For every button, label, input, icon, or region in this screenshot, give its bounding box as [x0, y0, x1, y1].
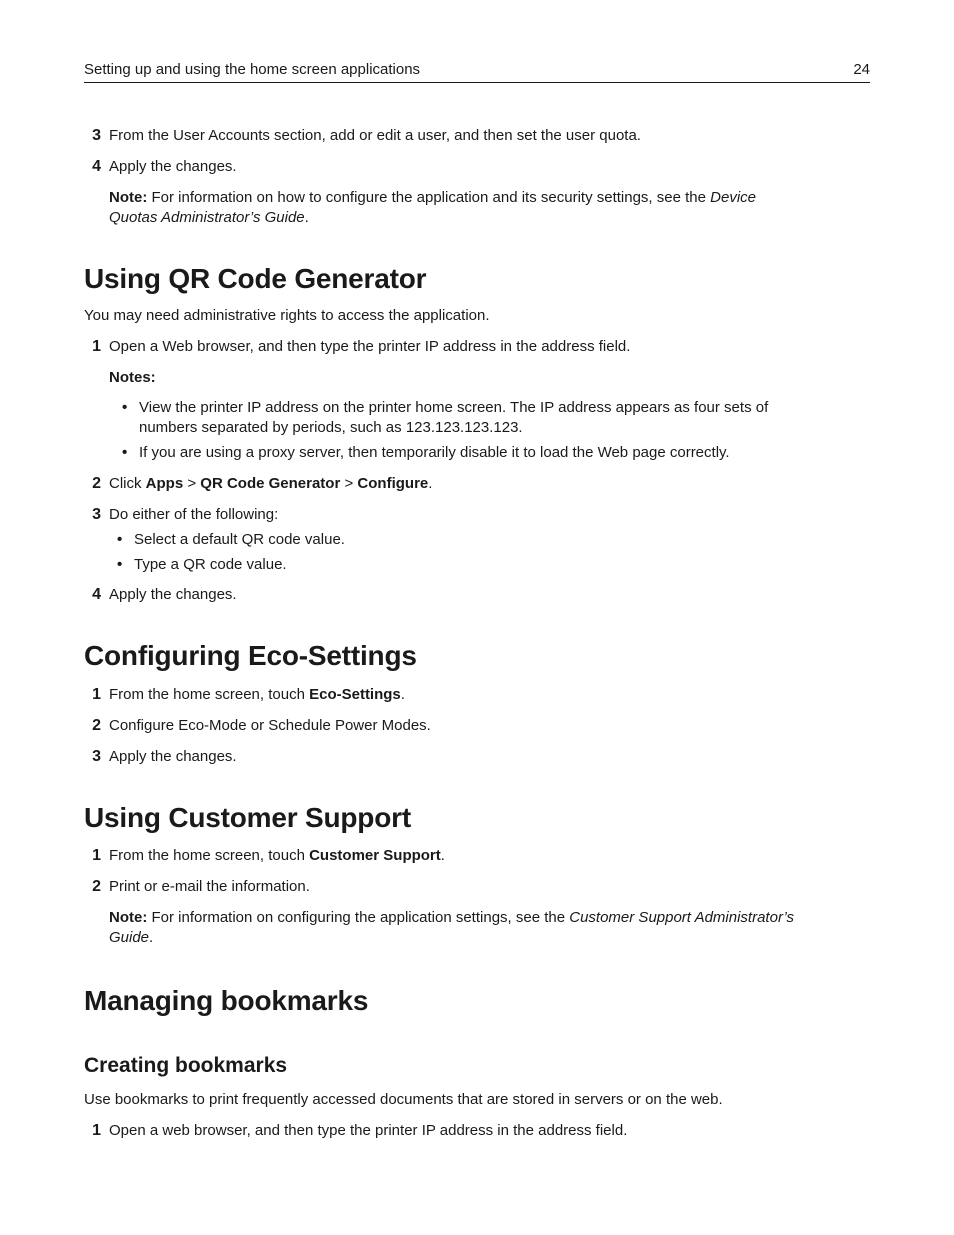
step-number: 2: [92, 475, 101, 492]
section-heading: Configuring Eco-Settings: [84, 640, 417, 671]
step-text: Print or e-mail the information.: [109, 878, 310, 895]
step-text: Apply the changes.: [109, 586, 237, 603]
step-number: 3: [92, 127, 101, 144]
step-text: Configure Eco-Mode or Schedule Power Modes.: [109, 717, 431, 734]
step-text: From the home screen, touch Customer Support.: [109, 847, 445, 864]
note-text: For information on how to configure the application and its security settings, see the: [147, 189, 711, 206]
step-text: Apply the changes.: [109, 748, 237, 765]
step-number: 4: [92, 158, 101, 175]
step-text: Open a Web browser, and then type the printer IP address in the address field.: [109, 338, 631, 355]
section-intro: You may need administrative rights to access the application.: [84, 307, 490, 324]
bullet-icon: •: [117, 531, 123, 548]
notes-label-text: Notes:: [109, 369, 156, 386]
header-title: Setting up and using the home screen applications: [84, 61, 421, 78]
step-number: 3: [92, 748, 101, 765]
note-reference: Customer Support Administrator’s: [569, 909, 795, 926]
ui-path-customer-support: Customer Support: [309, 847, 441, 864]
step-text: Open a web browser, and then type the printer IP address in the address field.: [109, 1122, 628, 1139]
ui-path-qr: QR Code Generator: [200, 475, 341, 492]
step-number: 4: [92, 586, 101, 603]
bullet-icon: •: [122, 399, 128, 416]
bullet-text: If you are using a proxy server, then temporarily disable it to load the Web page correctly.: [139, 444, 730, 461]
bullet-icon: •: [117, 556, 123, 573]
ui-path-apps: Apps: [145, 475, 184, 492]
page-number: 24: [853, 61, 870, 78]
note-block: [109, 908, 864, 948]
ui-path-configure: Configure: [357, 475, 429, 492]
bullet-text: View the printer IP address on the printer home screen. The IP address appears as four sets of numbers separated by periods, such as 123.123.123.123.: [139, 399, 769, 436]
step-number: 1: [92, 847, 101, 864]
note-label: Note:: [109, 189, 148, 206]
note-block: [109, 188, 864, 228]
bullet-text: Type a QR code value.: [134, 556, 287, 573]
note-label: Note:: [109, 909, 148, 926]
step-number: 1: [92, 1122, 101, 1139]
bullet-text: Select a default QR code value.: [134, 531, 345, 548]
step-number: 2: [92, 878, 101, 895]
step-text: From the User Accounts section, add or edit a user, and then set the user quota.: [109, 127, 641, 144]
step-number: 1: [92, 338, 101, 355]
step-text: Click Apps > QR Code Generator > Configure.: [109, 475, 433, 492]
note-reference: Guide: [109, 929, 150, 946]
step-number: 2: [92, 717, 101, 734]
note-end: .: [304, 209, 309, 226]
notes-label: [109, 368, 864, 388]
section-heading: Managing bookmarks: [84, 985, 369, 1016]
ui-path-eco-settings: Eco-Settings: [309, 686, 401, 703]
note-reference: Quotas Administrator’s Guide: [109, 209, 305, 226]
section-heading: Using QR Code Generator: [84, 263, 427, 294]
step-text: Apply the changes.: [109, 158, 237, 175]
subsection-heading: Creating bookmarks: [84, 1054, 288, 1077]
note-reference: Device: [710, 189, 756, 206]
section-heading: Using Customer Support: [84, 802, 411, 833]
running-header: [84, 61, 870, 83]
step-number: 1: [92, 686, 101, 703]
note-text: For information on configuring the application settings, see the: [147, 909, 570, 926]
note-end: .: [149, 929, 154, 946]
bullet-icon: •: [122, 444, 128, 461]
step-text: From the home screen, touch Eco-Settings.: [109, 686, 405, 703]
step-text: Do either of the following:: [109, 506, 279, 523]
step-number: 3: [92, 506, 101, 523]
section-intro: Use bookmarks to print frequently accessed documents that are stored in servers or on the web.: [84, 1091, 723, 1108]
